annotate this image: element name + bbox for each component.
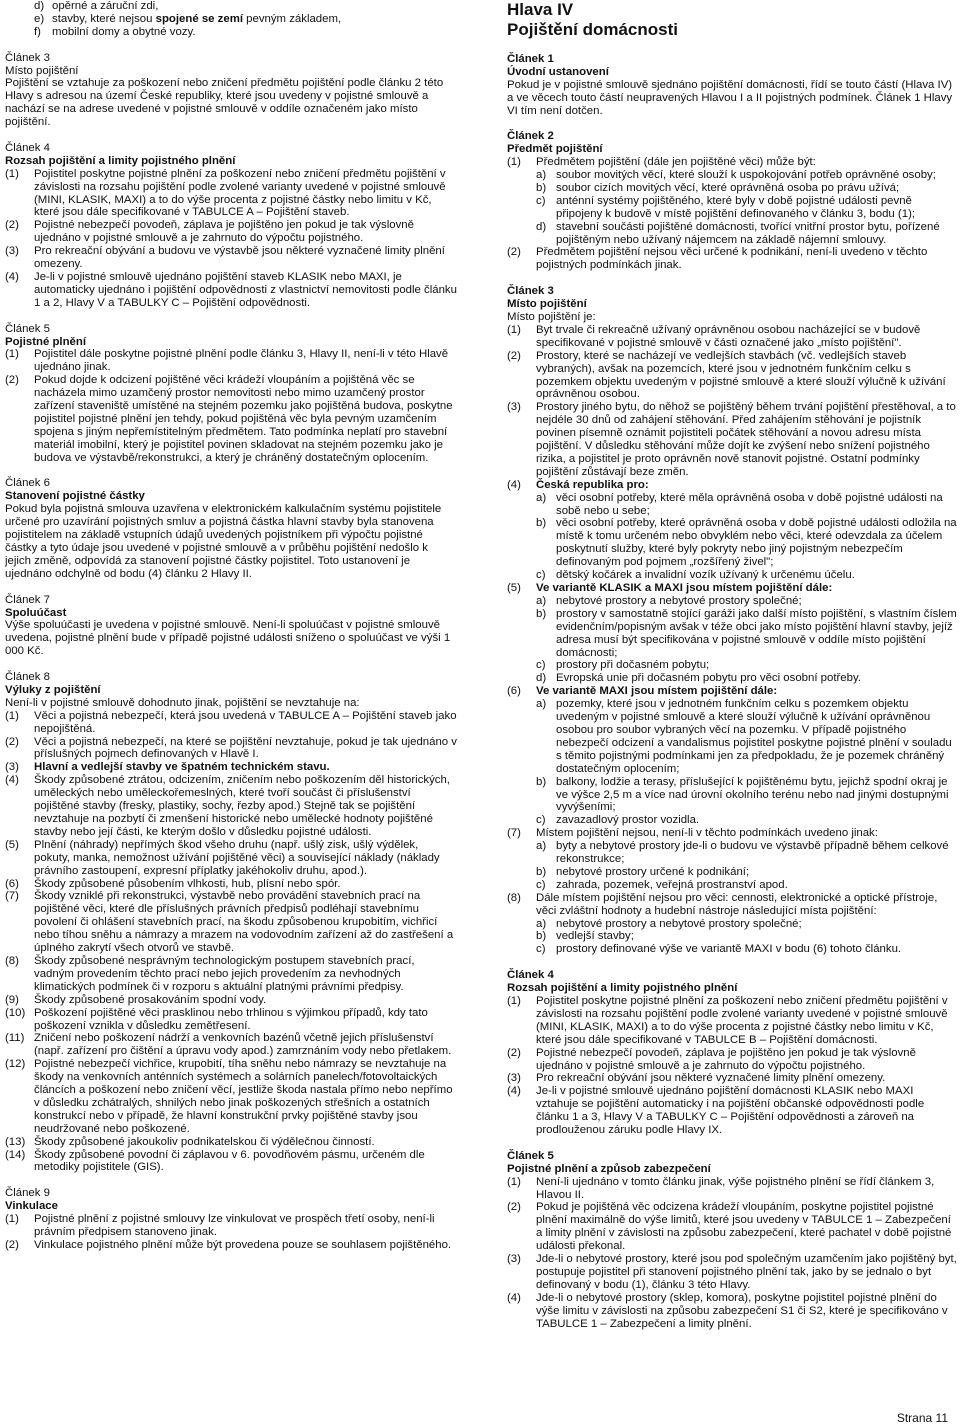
r-clanek-1 [507, 53, 957, 118]
list-item: (1) Pojistitel poskytne pojistné plnění za poškození nebo zničení předmětu pojištění v závislosti na rozsahu pojištění podle zvolené varianty uvedené v pojistné smlouvě (MINI, KLASIK, MAXI) a to do výše procenta z pojistné částky nebo limitu v Kč, které jsou dále specifikované v TABULCE B – Pojištění domácnosti. [507, 995, 948, 1046]
list-item: d) Evropská unie při dočasném pobytu pro věci osobní potřeby. [536, 672, 861, 685]
article-intro: Místo pojištění je: [507, 310, 596, 323]
list-item: (8) Dále místem pojištění nejsou pro věci: cennosti, elektronické a optické přístroje, věci zvláštní hodnoty a hudební nástroje následující místa pojištění: [507, 891, 938, 917]
article-text: Pokud je v pojistné smlouvě sjednáno pojištění domácnosti, řídí se touto částí (Hlava IV) a ve věcech touto částí neupravených Hlavou I a II pojistných podmínek. Článek 1 Hlavy VI tím není dotčen. [507, 78, 953, 117]
clanek-9 [5, 1187, 457, 1252]
list-item: a) věci osobní potřeby, které měla oprávněná osoba v době pojistné události na sobě nebo u sebe; [536, 491, 943, 517]
list-item: (1) Pojistitel poskytne pojistné plnění za poškození nebo zničení předmětu pojištění v závislosti na rozsahu pojištění podle zvolené varianty uvedené v pojistné smlouvě (MINI, KLASIK, MAXI) a to do výše procenta z pojistné částky nebo limitu v Kč, které jsou dále specifikované v TABULCE A – Pojištění staveb. [5, 167, 446, 219]
list-item: (3) Pro rekreační obývání jsou některé vyznačené limity plnění omezeny. [507, 1072, 886, 1085]
list-item: (2) Věci a pojistná nebezpečí, na které se pojištění nevztahuje, pokud je tak ujednáno v příslušných pojmech definovaných v Hlavě I. [5, 735, 457, 761]
list-item: (9) Škody způsobené prosakováním spodní vody. [5, 993, 267, 1006]
list-item: f) mobilní domy a obytné vozy. [34, 25, 196, 38]
list-item: (6) Škody způsobené působením vlhkosti, hub, plísní nebo spór. [5, 877, 341, 890]
left-column [5, 0, 457, 1252]
article-subtitle: Spoluúčast [5, 606, 67, 619]
list-item: d) stavební součásti pojištěné domácnosti, tvořící vnitřní prostor bytu, pořízené pojištěným nebo užívaný nájemcem na základě nájemní smlouvy. [536, 220, 940, 246]
article-text: Výše spoluúčasti je uvedena v pojistné smlouvě. Není-li spoluúčast v pojistné smlouvě uvedena, pojistné plnění bude v případě pojistné události sníženo o spoluúčast ve výši 1 000 Kč. [5, 619, 451, 658]
list-item: (2) Pokud je pojištěná věc odcizena krádeží vloupáním, poskytne pojistitel pojistné plnění maximálně do výše limitů, které jsou uvedeny v TABULCE 1 – Zabezpečení a limity plnění v závislosti na způsobu zabezpečení, které pachatel v době pojistné události překonal. [507, 1201, 952, 1253]
clanek-7 [5, 594, 457, 659]
page-number: Strana 11 [896, 1411, 948, 1426]
list-item: e) stavby, které nejsou spojené se zemí pevným základem, [34, 12, 342, 25]
article-text: Pokud byla pojistná smlouva uzavřena v elektronickém kalkulačním systému pojistitele určené pro uzavírání pojistných smluv a pojistná částka hlavní stavby byla stanovena pojistitelem na základě vstupních údajů uvedených pojistníkem při výpočtu pojistné částky a tyto údaje jsou uvedené v pojistné smlouvě a v průběhu pojištění nedošlo k jejich změně, odpovídá za stanovení pojistné částky pojistitel. Toto ustanovení je ujednáno odchylně od bodu (4) článku 2 Hlavy II. [5, 503, 442, 580]
list-item: (12) Pojistné nebezpečí vichřice, krupobití, tíha sněhu nebo námrazy se nevztahuje na škody na venkovních anténních systémech a solárních panelech/fotovoltaických článcích a poškození nebo zničení věcí, jestliže škoda nastala přímo nebo nepřímo v důsledku zchátralých, shnilých nebo jinak poškozených střešních a ostatních konstrukcí nebo v případě, že hlavní konstrukční prvky pojištěné stavby jsou neudržované nebo poškozené. [5, 1058, 453, 1135]
list-item: (5) Ve variantě KLASIK a MAXI jsou místem pojištění dále: [507, 582, 833, 595]
article-subtitle: Rozsah pojištění a limity pojistného plnění [5, 154, 236, 167]
list-item: (2) Pojistné nebezpečí povodeň, záplava je pojištěno jen pokud je tak výslovně ujednáno v pojistné smlouvě a je zahrnuto do výpočtu pojistného. [5, 219, 414, 245]
list-item: (4) Škody způsobené ztrátou, odcizením, zničením nebo poškozením děl historických, uměleckých nebo uměleckořemeslných, které tvoří součást či příslušenství pojištěné stavby (fresky, plastiky, sochy, řezby apod.) Stejně tak se pojištění nevztahuje na pozbytí či zmenšení historické nebo umělecké hodnoty pojištěné stavby nebo její části, ke kterým došlo v důsledku pojistné události. [5, 774, 450, 838]
article-subtitle: Rozsah pojištění a limity pojistného plnění [507, 982, 738, 995]
list-item: (4) Česká republika pro: [507, 478, 649, 491]
list-item: (7) Místem pojištění nejsou, není-li v těchto podmínkách uvedeno jinak: [507, 827, 878, 840]
list-item: (1) Předmětem pojištění (dále jen pojištěné věci) může být: [507, 156, 816, 169]
list-item: b) vedlejší stavby; [536, 930, 634, 943]
list-item: b) soubor cizích movitých věcí, které oprávněná osoba po právu užívá; [536, 181, 900, 194]
list-item: (11) Zničení nebo poškození nádrží a venkovních bazénů včetně jejich příslušenství (např. zařízení pro čištění a úpravu vody apod.) zamrznáním vody nebo přetlakem. [5, 1032, 452, 1058]
list-item: (2) Prostory, které se nacházejí ve vedlejších stavbách (vč. vedlejších staveb vybraných), avšak na pozemcích, které jsou v jednotném funkčním celku s pozemkem objektu uvedeným v pojistné smlouvě a které slouží výlučně k užívání oprávněnou osobou. [507, 349, 946, 401]
article-subtitle: Místo pojištění [507, 298, 587, 311]
list-item: a) byty a nebytové prostory jde-li o budovu ve výstavbě případně během celkové rekonstrukce; [536, 840, 949, 866]
list-item: a) nebytové prostory a nebytové prostory společné; [536, 594, 802, 607]
list-item: (4) Je-li v pojistné smlouvě ujednáno pojištění domácnosti KLASIK nebo MAXI vztahuje se pojištění automaticky i na pojištění občanské odpovědnosti podle článku 1 a 3, Hlavy V a TABULKY C – Pojištění odpovědnosti a zároveň na prodlouženou záruku podle Hlavy IX. [507, 1085, 925, 1137]
article-text: Pojištění se vztahuje za poškození nebo zničení předmětu pojištění podle článku 2 této Hlavy s adresou na území České republiky, které jsou uvedeny v pojistné smlouvě a nachází se na adrese uvedené v pojistné smlouvě v oddíle označeném jako místo pojištění. [5, 77, 444, 129]
article-title: Článek 8 [5, 671, 50, 684]
list-item: b) balkony, lodžie a terasy, příslušející k pojištěnému bytu, jejichž spodní okraj je ve výšce 2,5 m a více nad úrovní okolního terénu nebo nad jinými dostupnými vyvýšeními; [536, 775, 949, 814]
list-item: b) nebytové prostory určené k podnikání; [536, 865, 750, 878]
r-clanek-3 [507, 285, 957, 956]
article-title: Článek 3 [507, 285, 554, 298]
list-item: c) zahrada, pozemek, veřejná prostranství apod. [536, 878, 788, 891]
list-item: c) zavazadlový prostor vozidla. [536, 814, 700, 827]
article-title: Článek 4 [507, 969, 554, 982]
list-item: (2) Vinkulace pojistného plnění může být provedena pouze se souhlasem pojištěného. [5, 1238, 452, 1251]
article-title: Článek 6 [5, 477, 50, 490]
list-item: (3) Pro rekreační obývání a budovu ve výstavbě jsou některé vyznačené limity plnění omezeny. [5, 245, 445, 271]
clanek-6 [5, 477, 457, 580]
list-item: a) soubor movitých věcí, které slouží k uspokojování potřeb oprávněné osoby; [536, 169, 936, 182]
list-item: c) dětský kočárek a invalidní vozík užívaný k určenému účelu. [536, 569, 855, 582]
list-item: c) prostory při dočasném pobytu; [536, 659, 710, 672]
article-subtitle: Výluky z pojištění [5, 683, 101, 696]
clanek-3 [5, 52, 457, 129]
article-subtitle: Předmět pojištění [507, 143, 603, 156]
r-clanek-2 [507, 130, 957, 272]
list-item: (14) Škody způsobené povodní či záplavou v 6. povodňovém pásmu, určeném dle metodiky pojistitele (GIS). [5, 1148, 425, 1174]
list-item: (3) Hlavní a vedlejší stavby ve špatném technickém stavu. [5, 761, 330, 774]
article-subtitle: Vinkulace [5, 1200, 58, 1213]
part-heading: Hlava IV [507, 0, 574, 19]
list-item: (4) Je-li v pojistné smlouvě ujednáno pojištění staveb KLASIK nebo MAXI, je automaticky ujednáno i pojištění odpovědnosti z vlastnictví nemovitosti podle článku 1 a 2, Hlavy V a TABULKY C – Pojištění odpovědnosti. [5, 271, 457, 309]
article-title: Článek 5 [5, 322, 50, 335]
article-title: Článek 5 [507, 1149, 554, 1162]
article-title: Článek 4 [5, 141, 50, 154]
article-subtitle: Pojistné plnění a způsob zabezpečení [507, 1162, 711, 1175]
article-title: Článek 2 [507, 130, 554, 143]
list-item: (2) Pokud dojde k odcizení pojištěné věci krádeží vloupáním a pojištěná věc se nacházela mimo uzamčený prostor nemovitosti nebo mimo uzamčený prostor zařízení staveniště umístěné na stejném pozemku jako pojištěná budova, poskytne pojistitel pojistné plnění jen tehdy, pokud pojištěná věc byla pevným uzamčením spojena s jiným nepřemístitelným předmětem. Tato podmínka neplatí pro stavební materiál imobilní, který je pojistitel povinen skladovat na stejném pozemku jako je budova ve výstavbě/rekonstrukci, a který je chráněný dostatečným oplocením. [5, 374, 453, 464]
list-item: (1) Pojistné plnění z pojistné smlouvy lze vinkulovat ve prospěch třetí osoby, není-li právním předpisem stanoveno jinak. [5, 1213, 435, 1238]
list-item: (3) Jde-li o nebytové prostory, které jsou pod společným uzamčením jako pojištěný byt, postupuje pojistitel při stanovení pojistného plnění tak, jako by se jednalo o byt definovaný v bodu (1), článku 3 této Hlavy. [507, 1253, 957, 1291]
clanek-5 [5, 323, 457, 465]
article-title: Článek 7 [5, 593, 50, 606]
list-item: (1) Není-li ujednáno v tomto článku jinak, výše pojistného plnění se řídí článkem 3, Hlavou II. [507, 1175, 935, 1201]
list-item: (4) Jde-li o nebytové prostory (sklep, komora), poskytne pojistitel pojistné plnění do výše limitu v závislosti na způsobu zabezpečení S1 či S2, které je specifikováno v TABULCE 1 – Zabezpečení a limity plnění. [507, 1291, 948, 1330]
list-item: (1) Pojistitel dále poskytne pojistné plnění podle článku 3, Hlavy II, není-li v této Hlavě ujednáno jinak. [5, 348, 449, 374]
list-item: (5) Plnění (náhrady) nepřímých škod všeho druhu (např. ušlý zisk, ušlý výdělek, pokuty, manka, nemožnost užívání pojištěné věci) a související náklady (náklady právního zastoupení, expresní příplatky jakéhokoliv druhu, apod.). [5, 838, 440, 877]
list-item: b) prostory v samostatně stojící garáži jako další místo pojištění, s vlastním číslem evidenčním/popisným avšak v téže obci jako místo pojištění hlavní stavby, jejíž adresa musí být specifikována v pojistné smlouvě v oddíle místo pojištění domácnosti; [536, 607, 957, 659]
list-item: (1) Byt trvale či rekreačně užívaný oprávněnou osobou nacházející se v budově specifikované v pojistné smlouvě v části označené jako „místo pojištění". [507, 323, 921, 349]
list-item: (1) Věci a pojistná nebezpečí, která jsou uvedená v TABULCE A – Pojištění staveb jako nepojištěná. [5, 709, 457, 735]
article-subtitle: Stanovení pojistné částky [5, 490, 145, 503]
part-title: Pojištění domácnosti [507, 20, 678, 39]
list-item: c) anténní systémy pojištěného, které byly v době pojistné události pevně připojeny k budově v místě pojištění definovaného v článku 3, bodu (1); [536, 194, 916, 220]
list-item: (2) Předmětem pojištění nejsou věci určené k podnikání, není-li uvedeno v těchto pojistných podmínkách jinak. [507, 246, 928, 272]
r-clanek-5 [507, 1150, 957, 1331]
article-subtitle: Úvodní ustanovení [507, 65, 609, 78]
list-item: a) nebytové prostory a nebytové prostory společné; [536, 917, 802, 930]
list-item: (10) Poškození pojištěné věci prasklinou nebo trhlinou s výjimkou případů, kdy tato poškození vznikla v důsledku zemětřesení. [5, 1006, 428, 1032]
r-clanek-4 [507, 969, 957, 1137]
list-item: (13) Škody způsobené jakoukoliv podnikatelskou či výdělečnou činností. [5, 1135, 375, 1148]
article-subtitle: Místo pojištění [5, 64, 79, 77]
list-item: (7) Škody vzniklé při rekonstrukci, výstavbě nebo provádění stavebních prací na pojištěné věci, které dle příslušných právních předpisů podléhají stavebnímu povolení či ohlášení stavebních prací, na škodu způsobenou krupobitím, vichřicí nebo tíhou sněhu a námrazy a mrazem na vodovodním zařízení až do zastřešení a úplného zakrytí všech otvorů ve stavbě. [5, 890, 454, 955]
right-column [507, 0, 957, 1331]
article-intro: Není-li v pojistné smlouvě dohodnuto jinak, pojištění se nevztahuje na: [5, 696, 360, 709]
list-item: a) pozemky, které jsou v jednotném funkčním celku s pozemkem objektu uvedeným v pojistné smlouvě a které slouží výlučně k užívání oprávněnou osobou pro soubor vybraných věcí na pozemku. V případě pojistného nebezpečí odcizení a vandalismus pojistitel poskytne pojistné plnění v souladu s těmito pojistnými podmínkami jen za předpokladu, že je pozemek chráněný dostatečným oplocením; [536, 698, 952, 775]
list-item: b) věci osobní potřeby, které oprávněná osoba v době pojistné události odložila na místě k tomu určeném nebo obvyklém nebo věci, které odevzdala za účelem poskytnutí služby, které byly pokryty nebo jiný pojistným nebezpečím definovaným pod pojmem „rozšířený živel"; [536, 517, 957, 569]
list-item: d) opěrné a záruční zdi, [34, 0, 159, 12]
article-title: Článek 3 [5, 51, 50, 64]
list-item: (6) Ve variantě MAXI jsou místem pojištění dále: [507, 685, 778, 698]
intro-list [5, 0, 457, 39]
clanek-8 [5, 671, 457, 1174]
list-item: (8) Škody způsobené nesprávným technologickým postupem stavebních prací, vadným provedením těchto prací nebo jejich provedením za nevhodných klimatických podmínek či v rozporu s aktuální platnými právními předpisy. [5, 954, 415, 993]
article-subtitle: Pojistné plnění [5, 335, 87, 348]
article-title: Článek 1 [507, 52, 554, 65]
list-item: c) prostory definované výše ve variantě MAXI v bodu (6) tohoto článku. [536, 943, 902, 956]
clanek-4 [5, 142, 457, 310]
list-item: (3) Prostory jiného bytu, do něhož se pojištěný během trvání pojištění přestěhoval, a to nejdéle 30 dnů od zahájení stěhování. Před zahájením stěhování je pojistník povinen písemně oznámit pojistiteli počátek stěhování a novou adresu místa pojištění. V důsledku stěhování může dojít ke zvýšení nebo snížení pojistného rizika, a pojistitel je proto oprávněn nově stanovit pojistné. Ostatní podmínky pojištění zůstávají beze změn. [507, 401, 956, 478]
article-title: Článek 9 [5, 1187, 50, 1200]
list-item: (2) Pojistné nebezpečí povodeň, záplava je pojištěno jen pokud je tak výslovně ujednáno v pojistné smlouvě a je zahrnuto do výpočtu pojistného. [507, 1046, 916, 1072]
